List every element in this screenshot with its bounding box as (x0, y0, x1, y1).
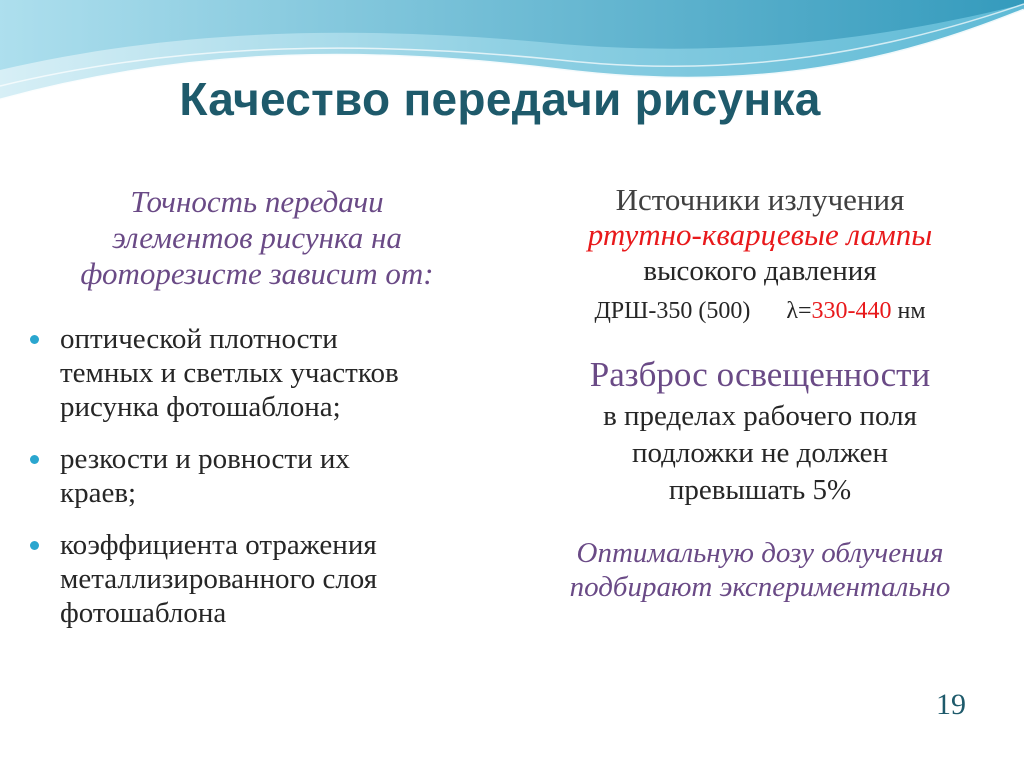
list-item (30, 322, 500, 424)
list-item (30, 528, 500, 630)
lambda-unit: нм (897, 298, 926, 324)
left-heading-line: Точность передачи (130, 184, 384, 219)
bullet-icon (30, 455, 39, 464)
list-item-line: фотошаблона (60, 597, 227, 629)
spread-heading: Разброс освещенности (589, 355, 931, 394)
left-heading (22, 184, 492, 292)
left-heading-line: элементов рисунка на (112, 220, 402, 255)
lamp-type: ртутно-кварцевые лампы (587, 217, 933, 252)
spread-text (510, 398, 1010, 509)
optimal-line: подбирают экспериментально (569, 571, 951, 603)
left-heading-line: фоторезисте зависит от: (80, 256, 434, 291)
lamp-spec-line (510, 296, 1010, 326)
list-item-line: металлизированного слоя (60, 563, 378, 595)
lamp-model: ДРШ-350 (594, 298, 693, 324)
bullet-icon (30, 335, 39, 344)
slide-title: Качество передачи рисунка (179, 73, 821, 125)
list-item (30, 442, 500, 510)
list-item-line: рисунка фотошаблона; (60, 391, 341, 423)
list-item-line: резкости и ровности их (60, 443, 350, 475)
list-item-line: оптической плотности (60, 323, 338, 355)
lamp-pressure: высокого давления (643, 255, 877, 287)
page-number: 19 (936, 688, 966, 721)
lambda-symbol: λ= (786, 298, 812, 324)
bullet-icon (30, 541, 39, 550)
spread-line: превышать 5% (668, 474, 852, 506)
list-item-line: темных и светлых участков (60, 357, 399, 389)
list-item-line: коэффициента отражения (60, 529, 377, 561)
list-item-line: краев; (60, 477, 137, 509)
lamp-power: (500) (698, 298, 751, 324)
spread-line: в пределах рабочего поля (603, 400, 917, 432)
optimal-dose-note (510, 536, 1010, 604)
bullet-list (30, 322, 500, 648)
spread-line: подложки не должен (631, 437, 889, 469)
sources-heading: Источники излучения (615, 182, 905, 217)
optimal-line: Оптимальную дозу облучения (576, 537, 944, 569)
lambda-range: 330-440 (811, 298, 892, 324)
